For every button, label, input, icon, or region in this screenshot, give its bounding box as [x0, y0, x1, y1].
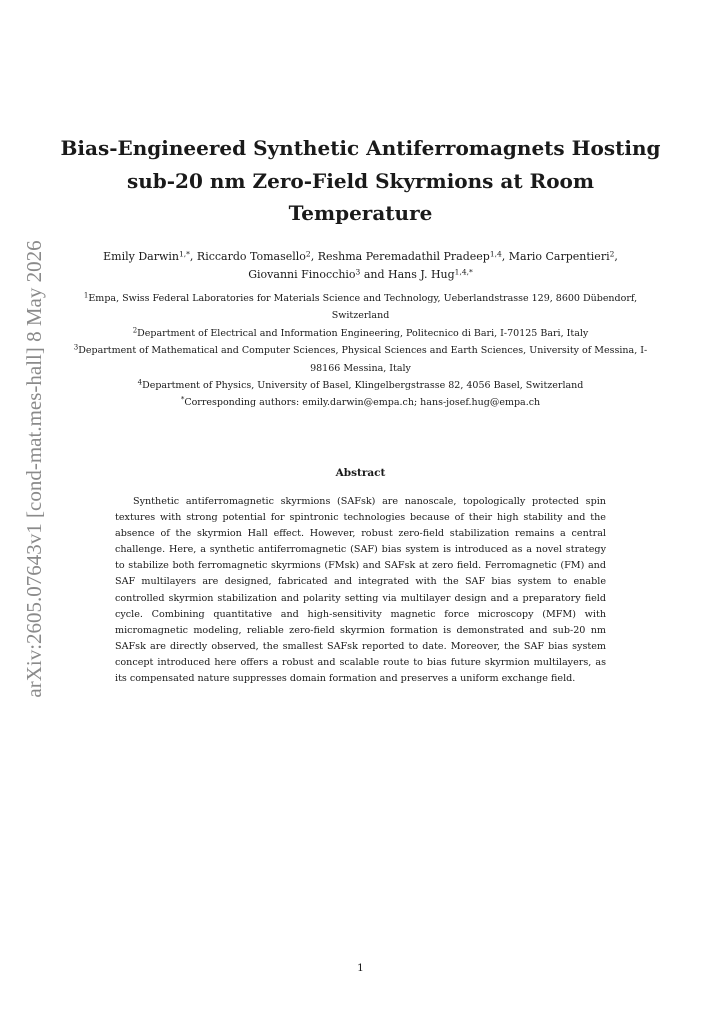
- affiliation-mark: 2: [132, 326, 138, 335]
- author-separator: ,: [310, 250, 318, 263]
- author-list: [60, 248, 661, 284]
- affiliation-mark: *: [180, 395, 185, 404]
- affiliation-mark: 3: [73, 343, 79, 352]
- affiliation-line: [60, 377, 661, 394]
- affiliation-line: [60, 394, 661, 411]
- author-affiliation-mark: 1,*: [179, 249, 190, 259]
- affiliation-line: [60, 290, 661, 325]
- author-separator: ,: [614, 250, 618, 263]
- affiliation-text: Department of Physics, University of Basel, Klingelbergstrasse 82, 4056 Basel, Switzerland: [142, 380, 584, 392]
- author-affiliation-mark: 1,4: [489, 249, 502, 259]
- author-name: Riccardo Tomasello: [196, 250, 306, 263]
- page-number: 1: [357, 962, 364, 974]
- author-affiliation-mark: 2: [305, 249, 311, 259]
- author-separator: ,: [189, 250, 197, 263]
- affiliation-text: Corresponding authors: emily.darwin@empa.ch; hans-josef.hug@empa.ch: [184, 397, 541, 409]
- abstract-paragraph: Synthetic antiferromagnetic skyrmions (SAFsk) are nanoscale, topologically protected spin textures with strong potential for spintronic technologies because of their high stability and the absence of the skyrmion Hall effect. However, robust zero-field stabilization remains a central challenge. Here, a synthetic antiferromagnetic (SAF) bias system is introduced as a novel strategy to stabilize both ferromagnetic skyrmions (FMsk) and SAFsk at zero field. Ferromagnetic (FM) and SAF multilayers are designed, fabricated and integrated with the SAF bias system to enable controlled skyrmion stabilization and polarity setting via multilayer design and a preparatory field cycle. Combining quantitative and high-sensitivity magnetic force microscopy (MFM) with micromagnetic modeling, reliable zero-field skyrmion formation is demonstrated and sub-20 nm SAFsk are directly observed, the smallest SAFsk reported to date. Moreover, the SAF bias system concept introduced here offers a robust and scalable route to bias future skyrmion multilayers, as its compensated nature suppresses domain formation and preserves a uniform exchange field.: [115, 496, 606, 685]
- abstract-heading: Abstract: [335, 467, 386, 479]
- paper-title: Bias-Engineered Synthetic Antiferromagnets Hosting sub-20 nm Zero-Field Skyrmions at Room Temperature: [60, 136, 661, 225]
- author-name: Mario Carpentieri: [508, 250, 610, 263]
- author-affiliation-mark: 2: [609, 249, 615, 259]
- affiliation-list: [60, 290, 661, 412]
- author-affiliation-mark: 3: [355, 267, 361, 277]
- affiliation-text: Department of Electrical and Information Engineering, Politecnico di Bari, I-70125 Bari, Italy: [137, 327, 589, 339]
- author-separator: ,: [501, 250, 509, 263]
- author-name: Reshma Peremadathil Pradeep: [317, 250, 490, 263]
- affiliation-line: [60, 342, 661, 377]
- affiliation-mark: 1: [83, 291, 89, 300]
- author-separator: and: [360, 268, 389, 281]
- author-name: Giovanni Finocchio: [248, 268, 356, 281]
- author-name: Emily Darwin: [103, 250, 179, 263]
- arxiv-identifier-stamp: arXiv:2605.07643v1 [cond-mat.mes-hall] 8 May 2026: [22, 240, 46, 698]
- abstract-body: [115, 494, 606, 687]
- affiliation-line: [60, 325, 661, 342]
- author-name: Hans J. Hug: [388, 268, 455, 281]
- affiliation-mark: 4: [137, 378, 143, 387]
- author-affiliation-mark: 1,4,*: [454, 267, 473, 277]
- affiliation-text: Department of Mathematical and Computer Sciences, Physical Sciences and Earth Sciences, University of Messina, I-98166 Messina, Italy: [78, 345, 648, 374]
- affiliation-text: Empa, Swiss Federal Laboratories for Materials Science and Technology, Ueberlandstrasse 129, 8600 Dübendorf, Switzerland: [88, 293, 638, 322]
